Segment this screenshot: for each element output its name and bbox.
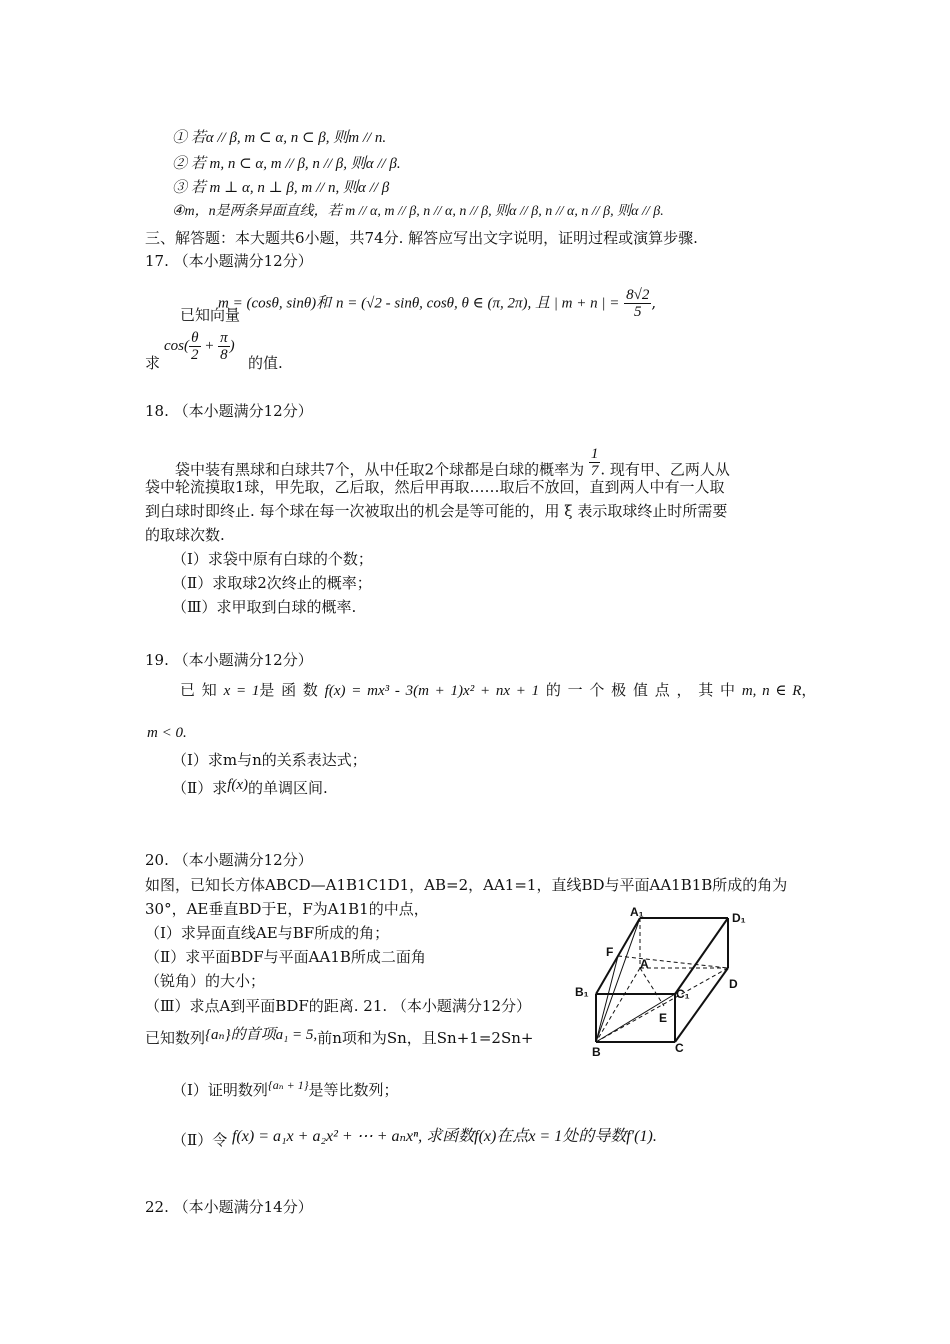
q18-part-2: （Ⅱ）求取球2次终止的概率； xyxy=(172,574,372,592)
q20-line-2: 30°，AE垂直BD于E，F为A1B1的中点， xyxy=(145,900,429,918)
label-b: B xyxy=(592,1045,601,1056)
q17-theta: θ xyxy=(189,330,201,347)
q21-part-1 xyxy=(172,1080,399,1101)
q18-line-2: 袋中轮流摸取1球，甲先取，乙后取，然后甲再取……取后不放回，直到两人中有一人取 xyxy=(145,478,725,496)
cuboid-figure xyxy=(572,906,762,1056)
q19-header: 19. （本小题满分12分） xyxy=(145,651,313,669)
label-c: C xyxy=(675,1041,684,1055)
q17-given: 已知向量 xyxy=(180,306,241,324)
q17-frac-num: 8√2 xyxy=(626,287,650,303)
q17-formula: m = (cosθ, sinθ)和 n = (√2 - sinθ, cosθ, θ ∈ (π, 2π), 且 | m + n | = $\frac{8√2}{5}$ , xyxy=(218,287,657,320)
q18-line-4: 的取球次数. xyxy=(145,526,225,544)
label-c1: C₁ xyxy=(676,987,690,1001)
q20-part-1: （Ⅰ）求异面直线AE与BF所成的角； xyxy=(145,924,390,942)
q19-part-1: （Ⅰ）求m与n的关系表达式； xyxy=(172,751,367,769)
q21-part-1-b: 是等比数列； xyxy=(308,1081,399,1099)
statement-2: ② 若 m, n ⊂ α, m // β, n // β, 则α // β. xyxy=(172,156,401,172)
q21-part-2-a: （Ⅱ）令 xyxy=(172,1131,228,1149)
q19-m-negative: m < 0. xyxy=(147,725,187,741)
q21-part-2 xyxy=(172,1130,657,1151)
q17-ask: 求 xyxy=(145,354,161,372)
q19-given: 已 知 xyxy=(180,681,217,699)
q19-part-2-f: f(x) xyxy=(227,777,249,793)
line-b-a1 xyxy=(596,918,640,1042)
q17-cos-expression: cos( $\frac{\theta}{2}$ + $\frac{\pi}{8}$ ) xyxy=(164,330,235,363)
q17-frac-den: 5 xyxy=(634,304,642,320)
q18-line-3: 到白球时即终止. 每个球在每一次被取出的机会是等可能的，用 ξ 表示取球终止时所需要 xyxy=(145,502,728,520)
q20-header: 20. （本小题满分12分） xyxy=(145,851,313,869)
section-3-heading: 三、解答题：本大题共6小题，共74分. 解答应写出文字说明，证明过程或演算步骤. xyxy=(145,229,698,247)
label-f: F xyxy=(606,945,614,959)
q18-part-3: （Ⅲ）求甲取到白球的概率. xyxy=(172,598,357,616)
hidden-a-e xyxy=(640,968,664,1006)
q19-mn-real: m, n ∈ R xyxy=(741,683,802,699)
q22-header: 22. （本小题满分14分） xyxy=(145,1198,313,1216)
q19-part-2-a: （Ⅱ）求 xyxy=(172,779,228,797)
q18-line-1b: . 现有甲、乙两人从 xyxy=(600,460,730,479)
q20-part-2b: （锐角）的大小； xyxy=(145,972,266,990)
q19-part-2-b: 的单调区间. xyxy=(248,779,328,797)
q21-given: 已知数列 xyxy=(145,1029,206,1047)
q20-line-1: 如图，已知长方体ABCD—A1B1C1D1，AB=2，AA1=1，直线BD与平面AA1B1B所成的角为 xyxy=(145,876,788,894)
q17-pi: π xyxy=(220,330,228,346)
q21-sum: 前n项和为Sn，且Sn+1=2Sn+ xyxy=(317,1029,534,1047)
q19-function: f(x) = mx³ - 3(m + 1)x² + nx + 1 xyxy=(324,683,540,699)
q18-line-1-text: 袋中装有黑球和白球共7个，从中任取2个球都是白球的概率为 xyxy=(175,460,585,479)
label-a1: A₁ xyxy=(630,906,644,919)
q17-vec-n: n = (√2 - sinθ, cosθ, θ ∈ (π, 2π), 且 | m + n | = xyxy=(335,295,620,312)
q19-is-function: 是 函 数 xyxy=(259,681,318,699)
q18-prob-den: 7 xyxy=(590,463,599,479)
label-d1: D₁ xyxy=(732,911,746,925)
hidden-f-d xyxy=(618,956,728,968)
q19-line-1: 已 知 x = 1是 函 数 f(x) = mx³ - 3(m + 1)x² + nx + 1 的 一 个 极 值 点 ， 其 中 m, n ∈ R， xyxy=(180,681,817,699)
q20-part-2: （Ⅱ）求平面BDF与平面AA1B所成二面角 xyxy=(145,948,426,966)
q17-two: 2 xyxy=(191,347,199,363)
q17-vec-m: m = (cosθ, sinθ)和 xyxy=(218,295,332,312)
q18-probability xyxy=(589,446,601,479)
q17-eight: 8 xyxy=(220,347,228,363)
q17-ask-tail: 的值. xyxy=(248,354,283,372)
q20-part-3: （Ⅲ）求点A到平面BDF的距离. 21. （本小题满分12分） xyxy=(145,997,532,1015)
label-d: D xyxy=(729,977,738,991)
hidden-b-d xyxy=(596,968,728,1042)
q19-part-2 xyxy=(172,778,328,799)
line-b-f xyxy=(596,956,618,1042)
q21-part-1-seq: {aₙ + 1} xyxy=(267,1078,309,1092)
statement-3: ③ 若 m ⊥ α, n ⊥ β, m // n, 则α // β xyxy=(172,180,390,196)
q21-part-2-f: f(x) = a₁x + a₂x² + ⋯ + aₙxⁿ, 求函数f(x)在点x = 1处的导数f′(1). xyxy=(231,1128,657,1145)
q17-header: 17. （本小题满分12分） xyxy=(145,252,313,270)
q21-line-1 xyxy=(145,1028,533,1049)
q18-part-1: （Ⅰ）求袋中原有白球的个数； xyxy=(172,550,373,568)
q17-magnitude-fraction xyxy=(624,287,651,320)
q17-cos-prefix: cos( xyxy=(164,337,189,354)
q19-x-eq-1: x = 1 xyxy=(223,683,260,699)
statement-4: ④m，n是两条异面直线，若 m // α, m // β, n // α, n // β, 则α // β, n // α, n // β, 则α // β. xyxy=(172,204,664,219)
q19-extreme-point: 的 一 个 极 值 点 ， 其 中 xyxy=(545,681,736,699)
edge-c-d xyxy=(675,968,728,1042)
q21-sequence: {aₙ}的首项a₁ = 5, xyxy=(205,1027,318,1043)
label-b1: B₁ xyxy=(575,985,589,999)
label-a: A xyxy=(640,957,649,971)
label-e: E xyxy=(659,1011,668,1025)
q21-part-1-a: （Ⅰ）证明数列 xyxy=(172,1081,268,1099)
q18-prob-num: 1 xyxy=(590,446,599,462)
statement-1: ① 若α // β, m ⊂ α, n ⊂ β, 则m // n. xyxy=(172,130,387,146)
q18-header: 18. （本小题满分12分） xyxy=(145,402,313,420)
